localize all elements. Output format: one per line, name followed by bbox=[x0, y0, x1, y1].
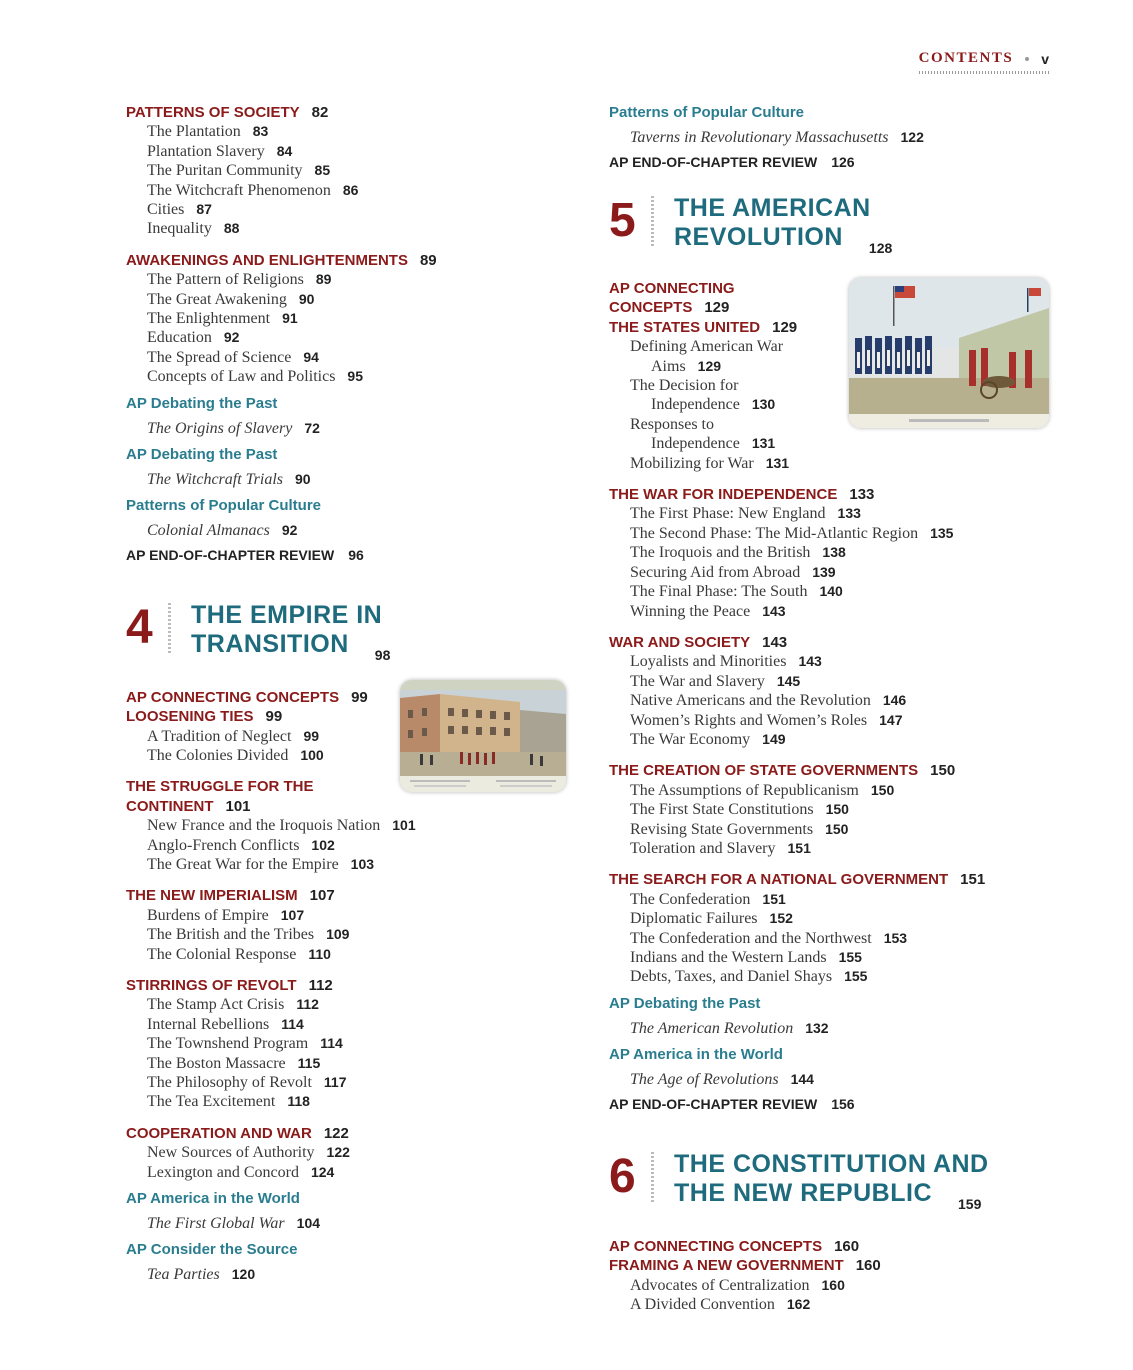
chapter-5-heading[interactable] bbox=[609, 194, 1059, 263]
running-header bbox=[919, 50, 1049, 74]
feature-label[interactable]: Patterns of Popular Culture bbox=[609, 104, 805, 121]
feature-label[interactable]: AP Debating the Past bbox=[126, 394, 278, 412]
section-heading[interactable]: STIRRINGS OF REVOLT 112 bbox=[126, 976, 333, 994]
toc-item[interactable]: Debts, Taxes, and Daniel Shays 155 bbox=[630, 968, 868, 986]
feature-label[interactable]: Patterns of Popular Culture bbox=[126, 496, 322, 514]
toc-item[interactable]: Anglo-French Conflicts 102 bbox=[147, 836, 335, 854]
toc-item[interactable]: Concepts of Law and Politics 95 bbox=[147, 368, 363, 386]
section-heading[interactable]: PATTERNS OF SOCIETY 82 bbox=[126, 104, 329, 121]
toc-item[interactable]: Plantation Slavery 84 bbox=[147, 142, 293, 160]
toc-item[interactable]: The Final Phase: The South 140 bbox=[630, 583, 843, 601]
section-heading[interactable]: LOOSENING TIES 99 bbox=[126, 708, 283, 726]
toc-item[interactable]: Burdens of Empire 107 bbox=[147, 906, 305, 924]
header-label: CONTENTS bbox=[918, 50, 1014, 66]
feature-label[interactable]: AP Debating the Past bbox=[609, 994, 761, 1012]
feature-item[interactable]: Taverns in Revolutionary Massachusetts 122 bbox=[630, 129, 924, 146]
toc-item[interactable]: Indians and the Western Lands 155 bbox=[630, 949, 862, 966]
toc-item[interactable]: Advocates of Centralization 160 bbox=[630, 1276, 845, 1294]
toc-item[interactable]: The Second Phase: The Mid-Atlantic Region 135 bbox=[630, 524, 954, 542]
toc-item[interactable]: The Confederation and the Northwest 153 bbox=[630, 929, 908, 947]
header-page-number: v bbox=[1041, 50, 1049, 67]
toc-item[interactable]: Women’s Rights and Women’s Roles 147 bbox=[630, 711, 903, 729]
boston-street-engraving bbox=[400, 680, 566, 792]
chapter-review[interactable]: AP END-OF-CHAPTER REVIEW 96 bbox=[126, 546, 364, 563]
header-dot bbox=[1025, 57, 1029, 61]
chapter-title: THE EMPIRE IN TRANSITION $_{98}$ bbox=[191, 600, 391, 663]
section-heading[interactable]: COOPERATION AND WAR 122 bbox=[126, 1124, 349, 1142]
toc-item[interactable]: The Townshend Program 114 bbox=[147, 1035, 343, 1053]
chapter-number: 5 bbox=[609, 194, 636, 247]
toc-item[interactable]: The Enlightenment 91 bbox=[147, 310, 298, 328]
section-heading[interactable]: AP CONNECTING CONCEPTS 99 bbox=[126, 688, 368, 706]
toc-item[interactable]: Loyalists and Minorities 143 bbox=[630, 653, 822, 671]
section-heading[interactable]: THE STRUGGLE FOR THE CONTINENT 101 bbox=[126, 778, 314, 815]
section-heading[interactable]: FRAMING A NEW GOVERNMENT 160 bbox=[609, 1257, 881, 1275]
chapter-title: THE AMERICAN REVOLUTION $_{128}$ bbox=[674, 194, 893, 256]
toc-item[interactable]: The First State Constitutions 150 bbox=[630, 801, 849, 819]
toc-item[interactable]: Inequality 88 bbox=[147, 220, 240, 238]
chapter-divider bbox=[651, 196, 654, 246]
toc-item[interactable]: The Plantation 83 bbox=[147, 123, 269, 141]
toc-item[interactable]: The British and the Tribes 109 bbox=[147, 926, 350, 944]
chapter-number: 6 bbox=[609, 1149, 636, 1203]
toc-item[interactable]: The Great Awakening 90 bbox=[147, 290, 315, 308]
toc-item[interactable]: Securing Aid from Abroad 139 bbox=[630, 563, 836, 581]
chapter-review[interactable]: AP END-OF-CHAPTER REVIEW 126 bbox=[609, 154, 855, 170]
toc-item[interactable]: The War and Slavery 145 bbox=[630, 672, 801, 690]
toc-item[interactable]: New France and the Iroquois Nation 101 bbox=[147, 817, 416, 835]
toc-item[interactable]: Defining American War Aims 129 bbox=[630, 338, 784, 375]
toc-item[interactable]: The Assumptions of Republicanism 150 bbox=[630, 781, 895, 799]
chapter-6-heading[interactable] bbox=[609, 1150, 1059, 1219]
feature-item[interactable]: Colonial Almanacs 92 bbox=[147, 521, 298, 539]
chapter-review[interactable]: AP END-OF-CHAPTER REVIEW 156 bbox=[609, 1095, 855, 1112]
toc-item[interactable]: Toleration and Slavery 151 bbox=[630, 839, 811, 857]
toc-item[interactable]: Responses to Independence 131 bbox=[630, 415, 776, 453]
toc-item[interactable]: New Sources of Authority 122 bbox=[147, 1144, 350, 1162]
toc-item[interactable]: Education 92 bbox=[147, 329, 240, 347]
section-heading[interactable]: THE WAR FOR INDEPENDENCE 133 bbox=[609, 486, 875, 504]
toc-item[interactable]: The Decision for Independence 130 bbox=[630, 377, 776, 414]
chapter-number: 4 bbox=[126, 600, 153, 654]
toc-item[interactable]: Revising State Governments 150 bbox=[630, 820, 849, 838]
toc-item[interactable]: The Tea Excitement 118 bbox=[147, 1093, 310, 1111]
toc-item[interactable]: Cities 87 bbox=[147, 201, 212, 219]
toc-item[interactable]: The War Economy 149 bbox=[630, 730, 786, 748]
toc-item[interactable]: The Colonial Response 110 bbox=[147, 945, 331, 963]
section-heading[interactable]: AWAKENINGS AND ENLIGHTENMENTS 89 bbox=[126, 251, 437, 269]
toc-item[interactable]: A Divided Convention 162 bbox=[630, 1296, 811, 1314]
feature-item[interactable]: Tea Parties 120 bbox=[147, 1266, 256, 1284]
toc-item[interactable]: The Philosophy of Revolt 117 bbox=[147, 1074, 347, 1091]
feature-label[interactable]: AP Consider the Source bbox=[126, 1241, 298, 1259]
section-heading[interactable]: THE NEW IMPERIALISM 107 bbox=[126, 887, 335, 905]
toc-item[interactable]: The Colonies Divided 100 bbox=[147, 746, 324, 764]
feature-item[interactable]: The Age of Revolutions 144 bbox=[630, 1070, 814, 1088]
toc-item[interactable]: The Spread of Science 94 bbox=[147, 348, 319, 366]
chapter-divider bbox=[168, 603, 171, 653]
toc-item[interactable]: The Puritan Community 85 bbox=[147, 162, 331, 180]
toc-item[interactable]: The Boston Massacre 115 bbox=[147, 1054, 321, 1072]
toc-item[interactable]: The Confederation 151 bbox=[630, 890, 786, 908]
section-heading[interactable]: WAR AND SOCIETY 143 bbox=[609, 633, 788, 651]
feature-item[interactable]: The First Global War 104 bbox=[147, 1215, 321, 1233]
feature-label[interactable]: AP America in the World bbox=[609, 1045, 783, 1063]
toc-item[interactable]: A Tradition of Neglect 99 bbox=[147, 727, 320, 745]
surrender-painting bbox=[849, 278, 1049, 428]
chapter-4-heading[interactable] bbox=[126, 601, 566, 670]
feature-label[interactable]: AP America in the World bbox=[126, 1190, 300, 1208]
section-heading[interactable]: THE CREATION OF STATE GOVERNMENTS 150 bbox=[609, 762, 956, 780]
toc-item[interactable]: Native Americans and the Revolution 146 bbox=[630, 692, 907, 710]
feature-item[interactable]: The Origins of Slavery 72 bbox=[147, 419, 320, 437]
toc-item[interactable]: The Stamp Act Crisis 112 bbox=[147, 996, 319, 1014]
toc-item[interactable]: Winning the Peace 143 bbox=[630, 602, 786, 620]
toc-item[interactable]: Diplomatic Failures 152 bbox=[630, 910, 793, 928]
section-heading[interactable]: AP CONNECTING CONCEPTS 129 bbox=[609, 280, 735, 317]
toc-item[interactable]: Mobilizing for War 131 bbox=[630, 454, 790, 472]
feature-label[interactable]: AP Debating the Past bbox=[126, 445, 278, 463]
toc-item[interactable]: Lexington and Concord 124 bbox=[147, 1163, 335, 1181]
toc-item[interactable]: Internal Rebellions 114 bbox=[147, 1015, 304, 1033]
section-heading[interactable]: THE SEARCH FOR A NATIONAL GOVERNMENT 151 bbox=[609, 871, 986, 889]
toc-item[interactable]: The Iroquois and the British 138 bbox=[630, 544, 846, 562]
chapter-divider bbox=[651, 1152, 654, 1202]
toc-item[interactable]: The Great War for the Empire 103 bbox=[147, 855, 375, 873]
chapter-title: THE CONSTITUTION AND THE NEW REPUBLIC $_{159}$ bbox=[674, 1149, 989, 1212]
toc-item[interactable]: The Witchcraft Phenomenon 86 bbox=[147, 181, 359, 199]
feature-item[interactable]: The Witchcraft Trials 90 bbox=[147, 470, 311, 488]
header-rule bbox=[919, 71, 1049, 74]
section-heading[interactable]: AP CONNECTING CONCEPTS 160 bbox=[609, 1237, 860, 1255]
toc-item[interactable]: The Pattern of Religions 89 bbox=[147, 271, 332, 289]
feature-item[interactable]: The American Revolution 132 bbox=[630, 1019, 829, 1037]
toc-item[interactable]: The First Phase: New England 133 bbox=[630, 505, 861, 523]
section-heading[interactable]: THE STATES UNITED 129 bbox=[609, 318, 798, 336]
